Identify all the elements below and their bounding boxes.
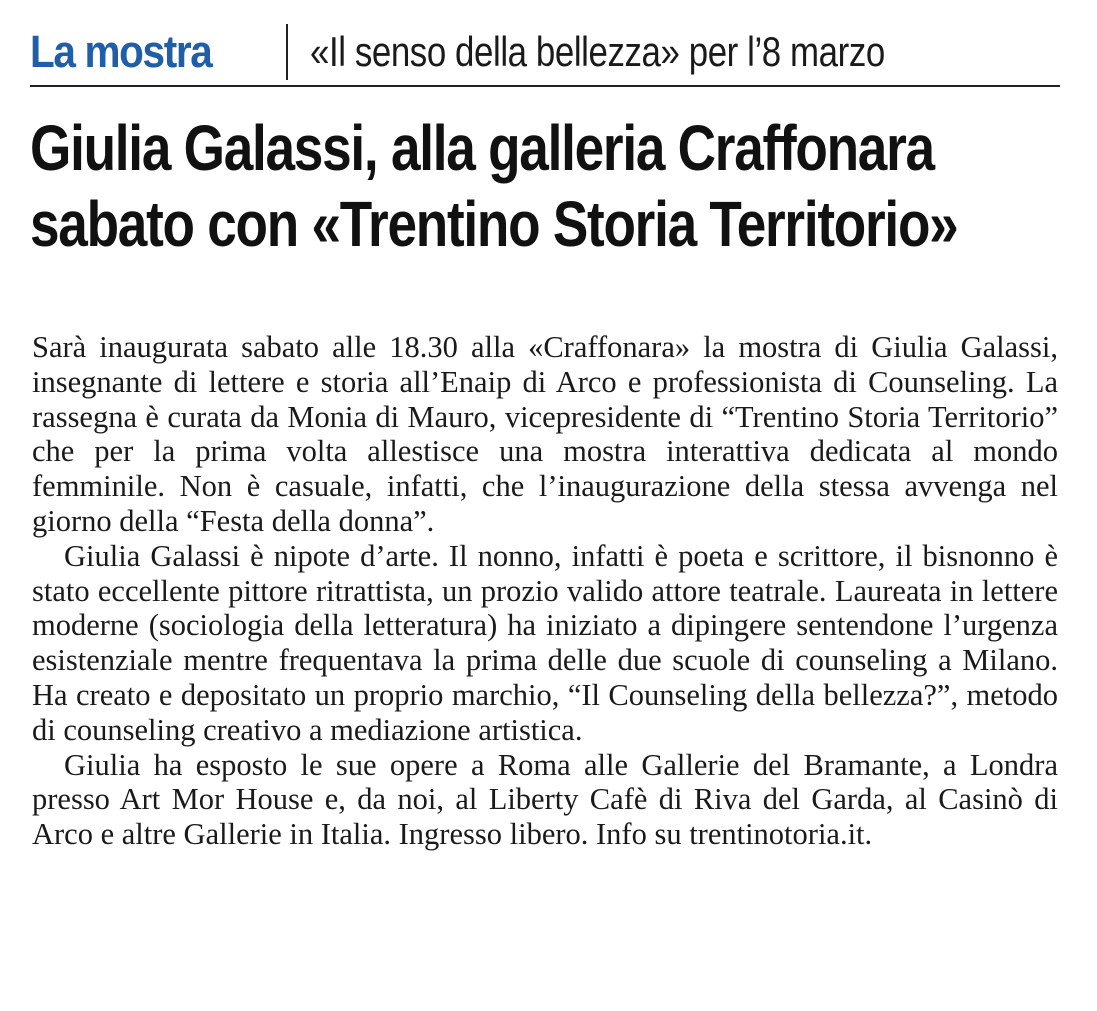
article-body	[32, 330, 1058, 852]
body-paragraph-3: Giulia ha esposto le sue opere a Roma alle Gallerie del Bramante, a Londra presso Art Mor House e, da noi, al Liberty Cafè di Riva del Garda, al Casinò di Arco e altre Gallerie in Italia. Ingresso libero. Info su trentinotoria.it.	[32, 747, 1058, 852]
kicker-subtitle: «Il senso della bellezza» per l’8 marzo	[310, 28, 885, 75]
headline-line-2: sabato con «Trentino Storia Territorio»	[30, 188, 958, 260]
headline	[30, 110, 1070, 262]
kicker-divider	[286, 24, 288, 80]
body-paragraph-2: Giulia Galassi è nipote d’arte. Il nonno, infatti è poeta e scrittore, il bisnonno è stato eccellente pittore ritrattista, un prozio valido attore teatrale. Laureata in lettere moderne (sociologia della letteratura) ha iniziato a dipingere sentendone l’urgenza esistenziale mentre frequentava la prima delle due scuole di counseling a Milano. Ha creato e depositato un proprio marchio, “Il Counseling della bellezza?”, metodo di counseling creativo a mediazione artistica.	[32, 538, 1058, 747]
kicker-row	[30, 22, 1060, 82]
kicker-rule	[30, 85, 1060, 87]
body-paragraph-1: Sarà inaugurata sabato alle 18.30 alla «Craffonara» la mostra di Giulia Galassi, insegnante di lettere e storia all’Enaip di Arco e professionista di Counseling. La rassegna è curata da Monia di Mauro, vicepresidente di “Trentino Storia Territorio” che per la prima volta allestisce una mostra interattiva dedicata al mondo femminile. Non è casuale, infatti, che l’inaugurazione della stessa avvenga nel giorno della “Festa della donna”.	[32, 330, 1058, 538]
headline-line-1: Giulia Galassi, alla galleria Craffonara	[30, 112, 934, 184]
section-tag: La mostra	[30, 26, 212, 77]
